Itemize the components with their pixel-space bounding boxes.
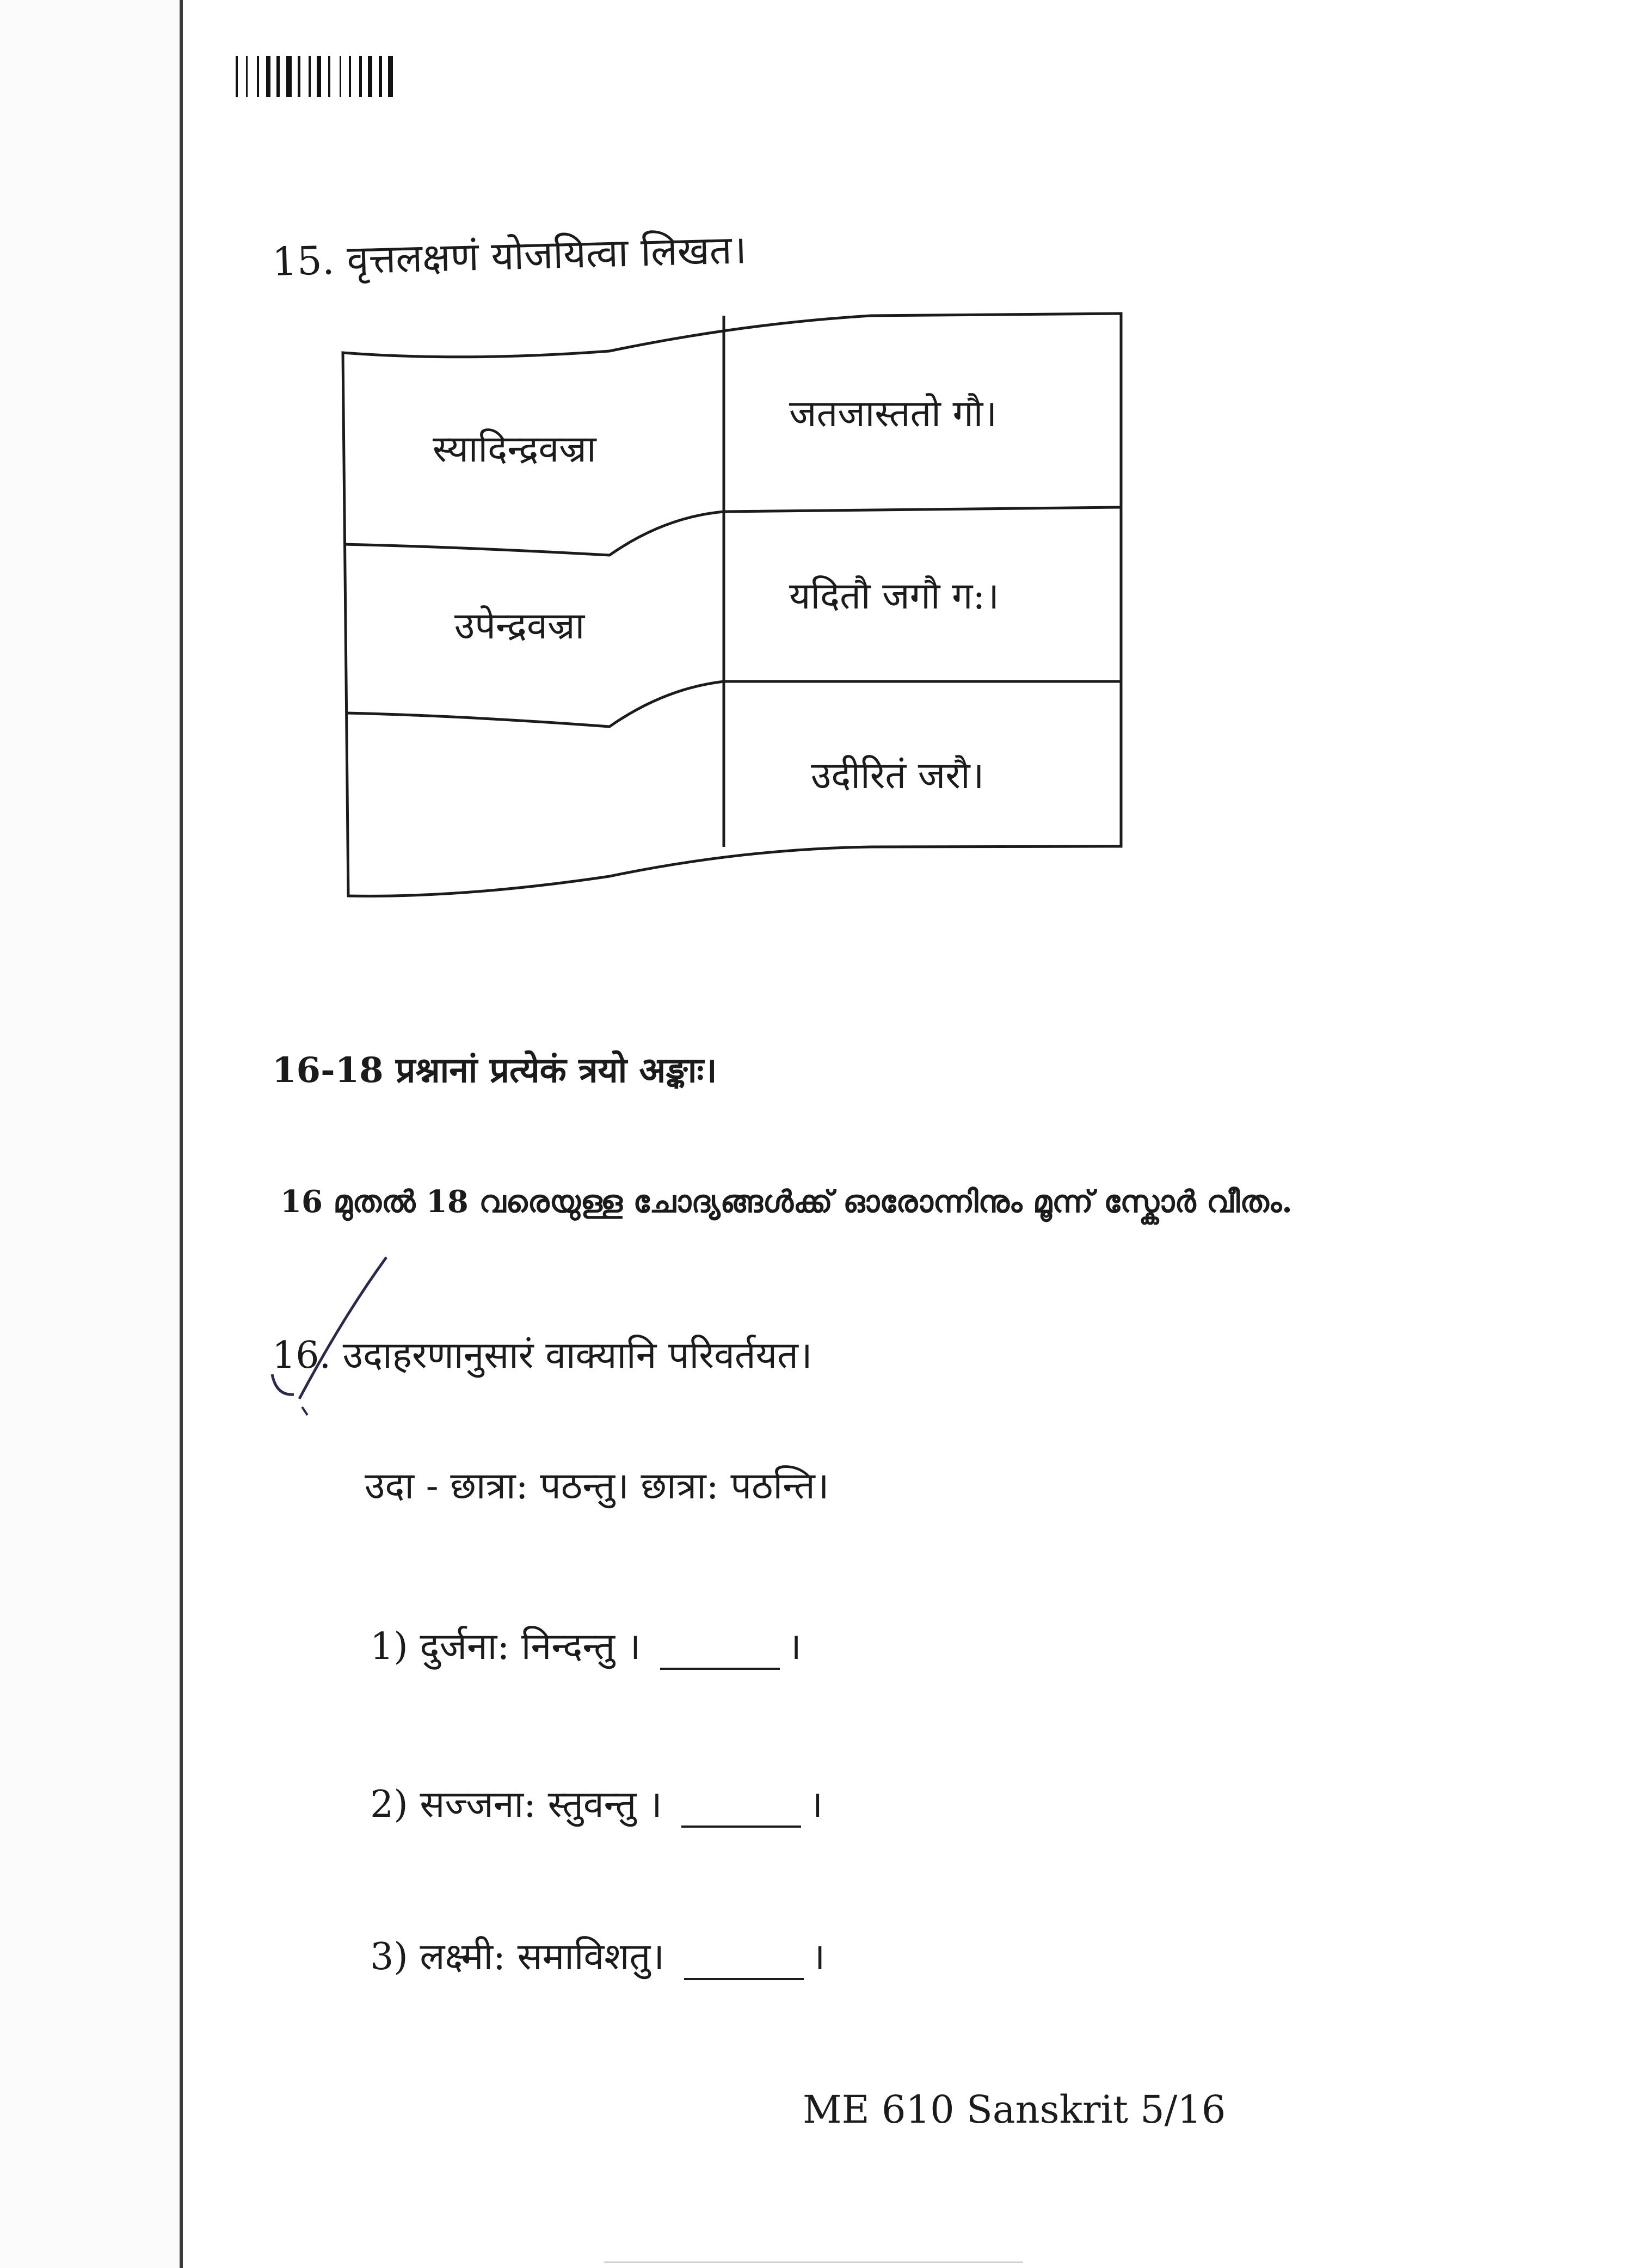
item-number: 2) bbox=[370, 1783, 408, 1826]
question-number: 16. bbox=[272, 1334, 331, 1377]
question-16 bbox=[272, 1328, 812, 1379]
item-text: लक्ष्मी: समाविशतु। bbox=[420, 1935, 665, 1978]
answer-blank[interactable] bbox=[684, 1945, 804, 1980]
question-15 bbox=[272, 222, 747, 287]
item-number: 3) bbox=[370, 1935, 408, 1978]
example-sentence: उदा - छात्रा: पठन्तु। छात्रा: पठन्ति। bbox=[365, 1465, 829, 1508]
item-end-mark: । bbox=[811, 1935, 826, 1978]
item-text: दुर्जना: निन्दन्तु । bbox=[420, 1625, 641, 1668]
table-row-1-definition: जतजास्ततो गौ। bbox=[789, 392, 998, 435]
table-row-1-metre-name: स्यादिन्द्रवज्रा bbox=[433, 428, 596, 471]
item-end-mark: । bbox=[809, 1783, 823, 1826]
question-instruction: उदाहरणानुसारं वाक्यानि परिवर्तयत। bbox=[342, 1334, 812, 1377]
item-end-mark: । bbox=[787, 1625, 802, 1668]
page-footer: ME 610 Sanskrit 5/16 bbox=[803, 2087, 1226, 2132]
bottom-edge-line bbox=[604, 2261, 1023, 2263]
answer-blank[interactable] bbox=[660, 1635, 780, 1670]
page-binding-edge bbox=[180, 0, 183, 2268]
item-number: 1) bbox=[370, 1625, 408, 1668]
exercise-item-2 bbox=[370, 1777, 823, 1828]
exercise-item-3 bbox=[370, 1929, 825, 1980]
answer-blank[interactable] bbox=[681, 1793, 801, 1828]
table-row-2-definition: यदितौ जगौ ग:। bbox=[789, 575, 1000, 618]
malayalam-score-note: 16 മുതൽ 18 വരെയുള്ള ചോദ്യങ്ങൾക്ക് ഓരോന്നിനും മൂന്ന് സ്കോർ വീതം. bbox=[280, 1184, 1292, 1220]
table-row-3-definition: उदीरितं जरौ। bbox=[811, 754, 984, 797]
question-instruction: वृत्तलक्षणं योजयित्वा लिखत। bbox=[346, 226, 748, 283]
exercise-item-1 bbox=[370, 1619, 802, 1670]
table-row-2-metre-name: उपेन्द्रवज्रा bbox=[454, 605, 585, 648]
barcode-graphic bbox=[236, 56, 400, 97]
page-margin-shadow bbox=[0, 0, 180, 2268]
section-header: 16-18 प्रश्नानां प्रत्येकं त्रयो अङ्काः। bbox=[272, 1050, 717, 1091]
question-number: 15. bbox=[271, 237, 335, 285]
table-lines bbox=[327, 294, 1143, 920]
item-text: सज्जना: स्तुवन्तु । bbox=[420, 1783, 662, 1826]
